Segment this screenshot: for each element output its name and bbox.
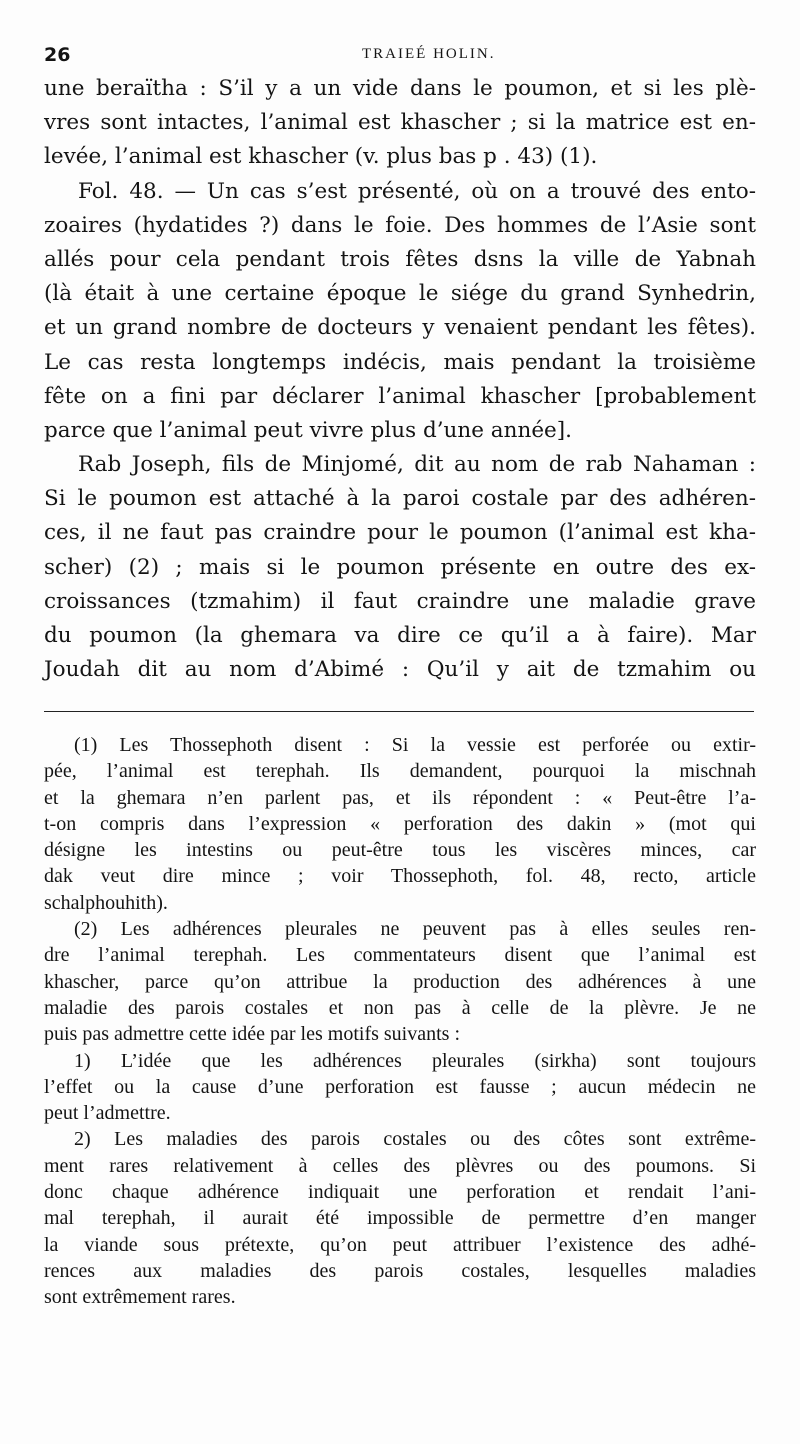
footnote-line: (2) Les adhérences pleurales ne peuvent pas à elles seules ren- — [74, 918, 756, 941]
footnote-line: ment rares relativement à celles des plèvres ou des poumons. Si — [44, 1154, 756, 1177]
main-text — [44, 72, 756, 687]
text-line: allés pour cela pendant trois fêtes dsns la ville de Yabnah — [44, 246, 756, 272]
footnote-line: schalphouhith). — [44, 891, 168, 914]
footnote-line: puis pas admettre cette idée par les motifs suivants : — [44, 1023, 460, 1046]
footnote-line: pée, l’animal est terephah. Ils demandent, pourquoi la mischnah — [44, 760, 756, 783]
page-number: 26 — [44, 44, 71, 66]
footnote-line: maladie des parois costales et non pas à celle de la plèvre. Je ne — [44, 996, 756, 1019]
footnote-line: dre l’animal terephah. Les commentateurs disent que l’animal est — [44, 944, 756, 967]
text-line: scher) (2) ; mais si le poumon présente en outre des ex- — [44, 554, 756, 580]
page-header — [44, 40, 764, 68]
footnote-line: 2) Les maladies des parois costales ou des côtes sont extrême- — [74, 1128, 756, 1151]
footnote-line: t-on compris dans l’expression « perforation des dakin » (mot qui — [44, 812, 756, 835]
text-line: Le cas resta longtemps indécis, mais pendant la troisième — [44, 349, 756, 375]
footnote-line: rences aux maladies des parois costales, lesquelles maladies — [44, 1259, 756, 1282]
footnotes — [44, 732, 756, 1311]
footnote-line: mal terephah, il aurait été impossible de permettre d’en manger — [44, 1207, 756, 1230]
footnote-line: désigne les intestins ou peut-être tous les viscères minces, car — [44, 839, 756, 862]
footnote-line: donc chaque adhérence indiquait une perforation et rendait l’ani- — [44, 1181, 756, 1204]
footnote-line: l’effet ou la cause d’une perforation est fausse ; aucun médecin ne — [44, 1075, 756, 1098]
text-line: ces, il ne faut pas craindre pour le poumon (l’animal est kha- — [44, 520, 756, 546]
text-line: Fol. 48. — Un cas s’est présenté, où on a trouvé des ento- — [78, 178, 756, 204]
text-line: Joudah dit au nom d’Abimé : Qu’il y ait de tzmahim ou — [44, 657, 756, 683]
text-line: (là était à une certaine époque le siége du grand Synhedrin, — [44, 281, 756, 307]
text-line: vres sont intactes, l’animal est khascher ; si la matrice est en- — [44, 110, 756, 136]
text-line: croissances (tzmahim) il faut craindre une maladie grave — [44, 588, 756, 614]
footnote-line: peut l’admettre. — [44, 1102, 171, 1125]
footnote-line: (1) Les Thossephoth disent : Si la vessie est perforée ou extir- — [74, 734, 756, 756]
text-line: Si le poumon est attaché à la paroi costale par des adhéren- — [44, 486, 756, 512]
text-line: du poumon (la ghemara va dire ce qu’il a à faire). Mar — [44, 623, 756, 648]
text-line: et un grand nombre de docteurs y venaient pendant les fêtes). — [44, 315, 756, 341]
running-title: TRAIEÉ HOLIN. — [362, 46, 496, 62]
text-line: levée, l’animal est khascher (v. plus bas p . 43) (1). — [44, 144, 598, 170]
footnote-line: dak veut dire mince ; voir Thossephoth, fol. 48, recto, article — [44, 865, 756, 888]
text-line: parce que l’animal peut vivre plus d’une année]. — [44, 417, 572, 443]
text-line: Rab Joseph, fils de Minjomé, dit au nom de rab Nahaman : — [78, 452, 756, 478]
footnote-line: khascher, parce qu’on attribue la production des adhérences à une — [44, 970, 756, 993]
footnote-line: et la ghemara n’en parlent pas, et ils répondent : « Peut-être l’a- — [44, 786, 756, 809]
text-line: fête on a fini par déclarer l’animal khascher [probablement — [44, 383, 756, 409]
footnote-separator — [44, 711, 754, 712]
footnote-line: sont extrêmement rares. — [44, 1286, 236, 1309]
text-line: une beraïtha : S’il y a un vide dans le poumon, et si les plè- — [44, 76, 756, 101]
text-line: zoaires (hydatides ?) dans le foie. Des hommes de l’Asie sont — [44, 212, 756, 238]
footnote-line: 1) L’idée que les adhérences pleurales (sirkha) sont toujours — [74, 1049, 756, 1072]
footnote-line: la viande sous prétexte, qu’on peut attribuer l’existence des adhé- — [44, 1233, 756, 1256]
